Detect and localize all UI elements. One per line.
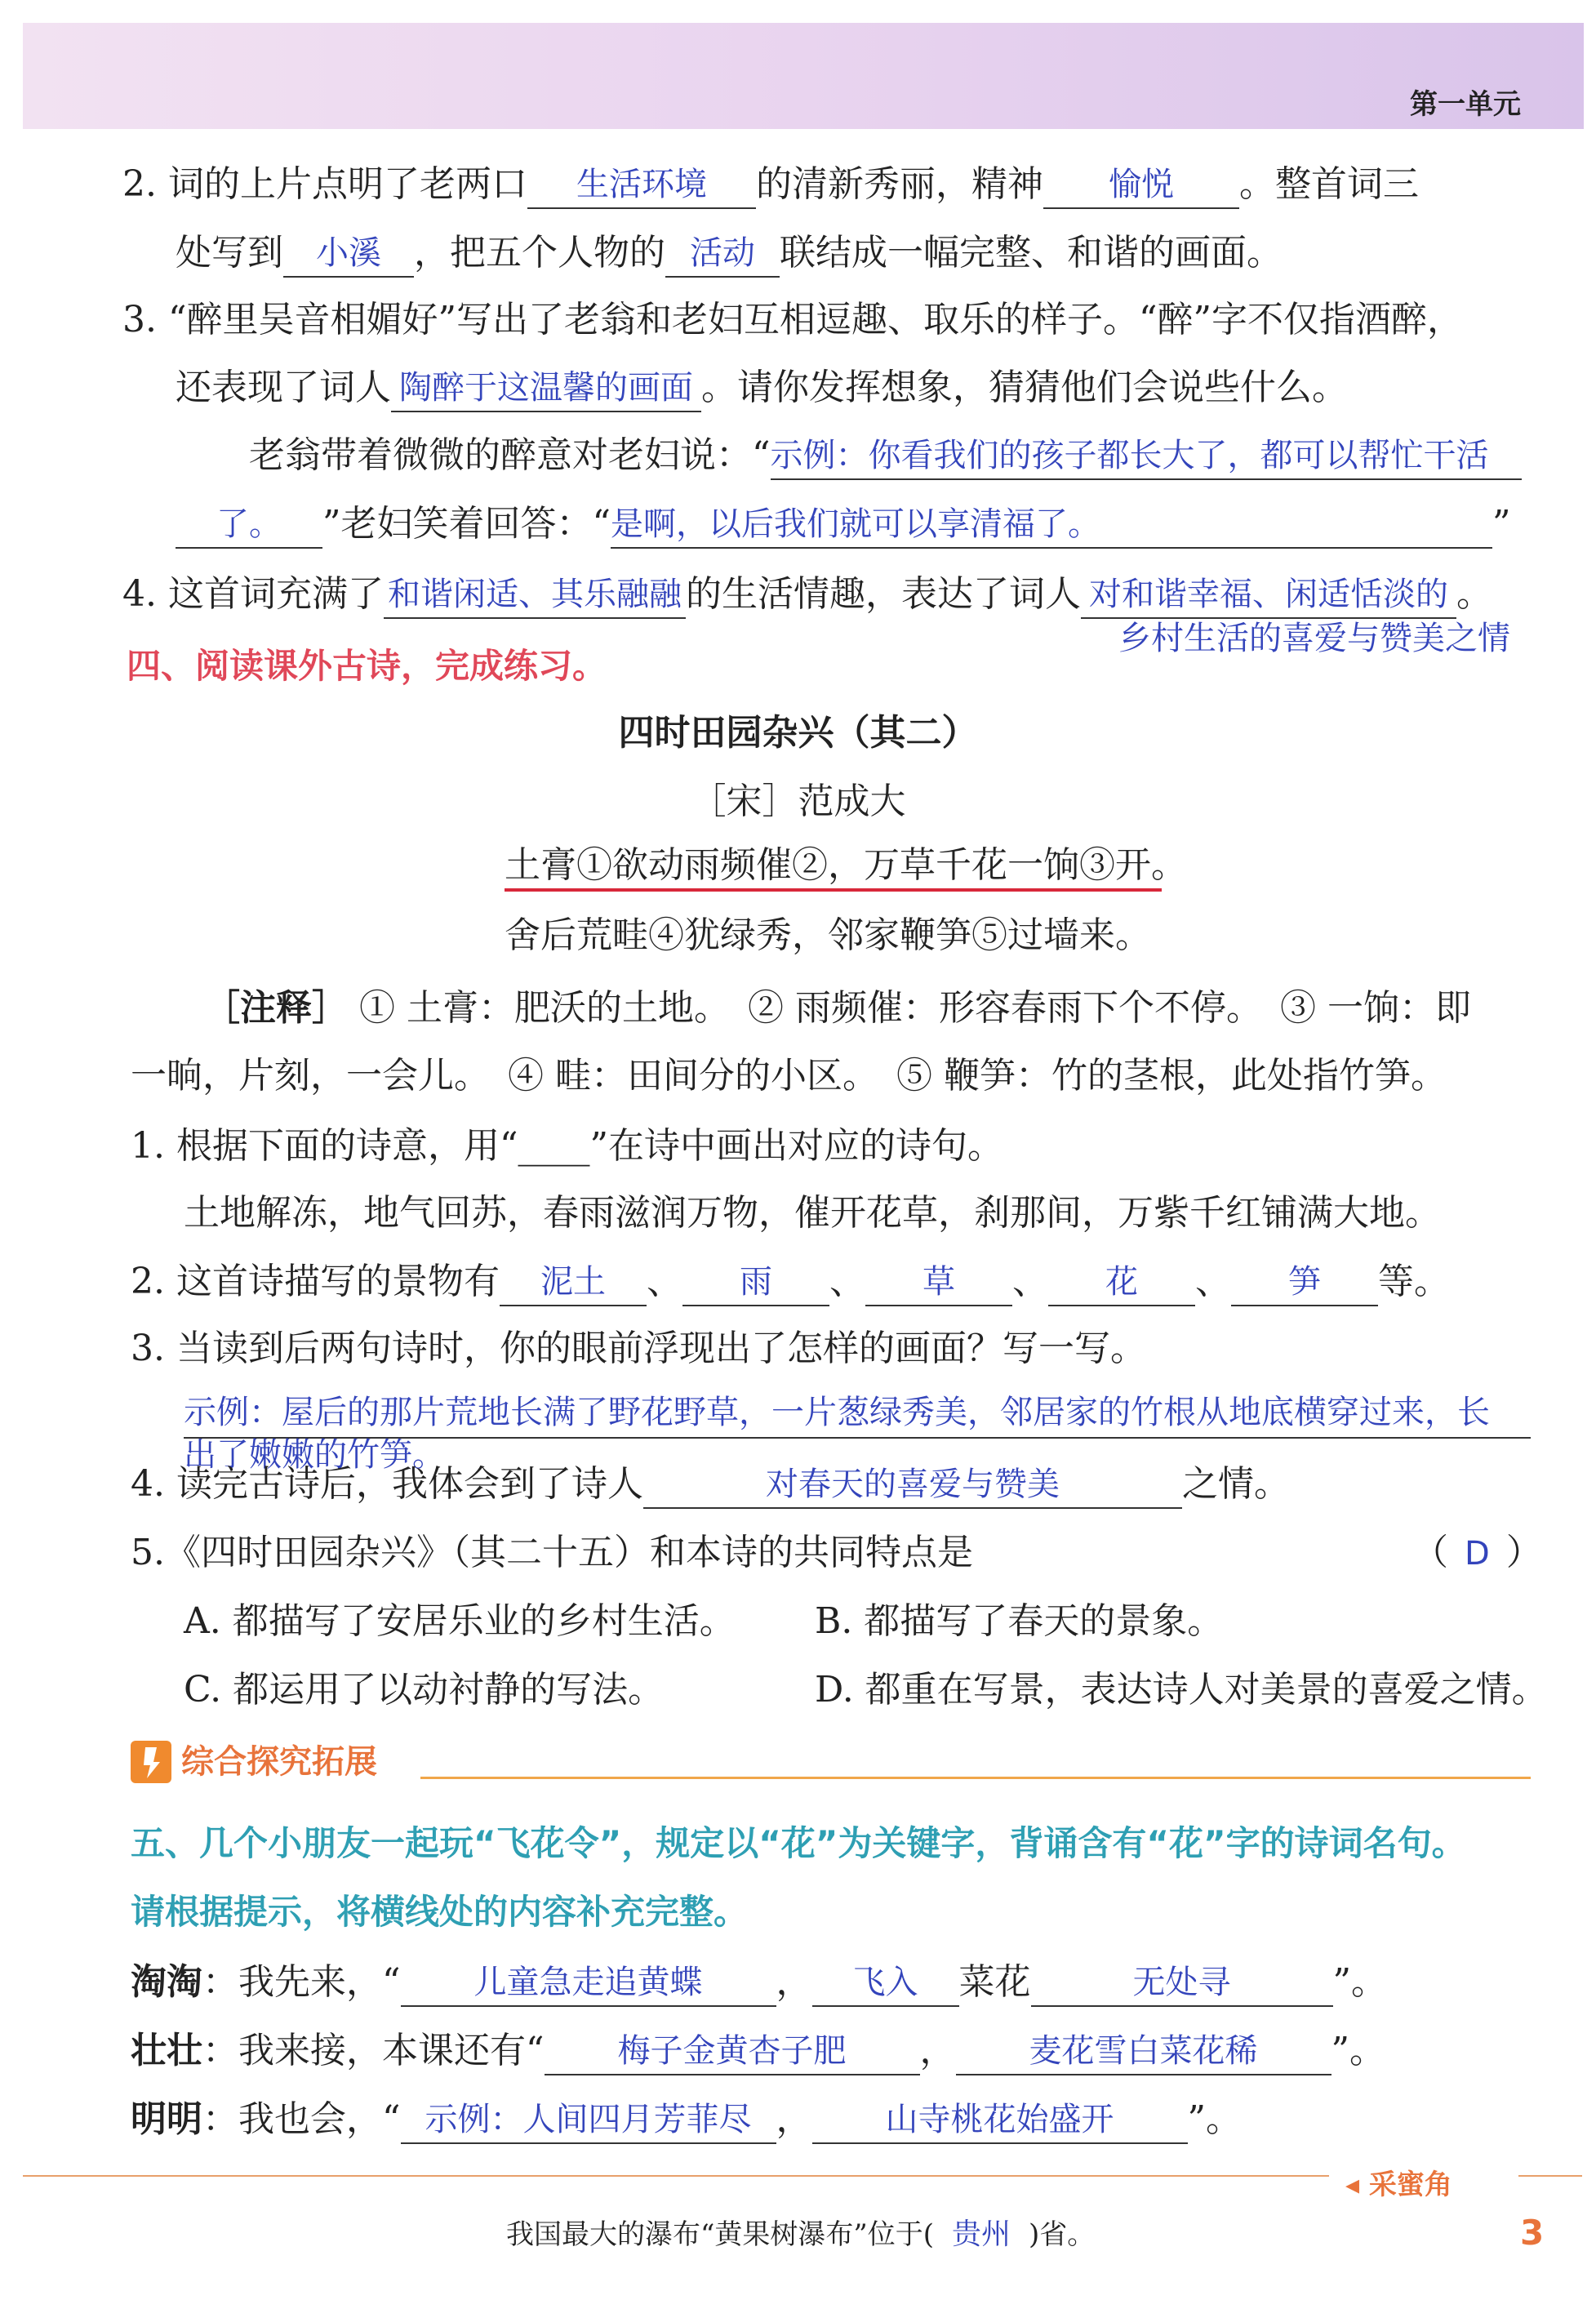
mingming-line: 明明：我也会，“ 示例：人间四月芳菲尽 ， 山寺桃花始盛开 ”。 (131, 2095, 1242, 2144)
q2-answer4: 活动 (665, 230, 780, 278)
q4-answer2: 对和谐幸福、闲适恬淡的 (1081, 572, 1456, 619)
q3-answer3: 了。 (176, 501, 322, 549)
q3-answer4: 是啊，以后我们就可以享清福了。 (611, 501, 1492, 549)
p4-answer: 对春天的喜爱与赞美 (643, 1461, 1182, 1509)
q2-answer3: 小溪 (283, 230, 414, 278)
q4-answer3: 乡村生活的喜爱与赞美之情 (1118, 620, 1510, 657)
zhuangzhuang-line: 壮壮：我来接，本课还有“ 梅子金黄杏子肥 ， 麦花雪白菜花稀 ”。 (131, 2026, 1385, 2075)
q3-line3: 老翁带着微微的醉意对老妇说：“示例：你看我们的孩子都长大了，都可以帮忙干活 (249, 431, 1522, 480)
p5-option-d: D. 都重在写景，表达诗人对美景的喜爱之情。 (815, 1669, 1548, 1711)
q3-line1: 3. “醉里吴音相媚好”写出了老翁和老妇互相逗趣、取乐的样子。“醉”字不仅指酒醉， (122, 299, 1463, 340)
q4-answer1: 和谐闲适、其乐融融 (384, 572, 686, 619)
p2-answer3: 草 (865, 1259, 1012, 1306)
poem-line2: 舍后荒畦④犹绿秀，邻家鞭笋⑤过墙来。 (505, 914, 1151, 956)
footer-fact: 我国最大的瀑布“黄果树瀑布”位于( 贵州 )省。 (506, 2218, 1096, 2251)
mingming-answer1: 示例：人间四月芳菲尽 (401, 2097, 776, 2144)
poem-notes-2: 一晌，片刻，一会儿。 ④ 畦：田间分的小区。 ⑤ 鞭笋：竹的茎根，此处指竹笋。 (131, 1055, 1447, 1097)
q3-answer2: 示例：你看我们的孩子都长大了，都可以帮忙干活 (771, 433, 1522, 480)
p4-line: 4. 读完古诗后，我体会到了诗人 对春天的喜爱与赞美 之情。 (131, 1460, 1290, 1509)
unit-label: 第一单元 (1410, 88, 1521, 121)
q3-answer1: 陶醉于这温馨的画面 (391, 365, 701, 412)
zhuangzhuang-answer1: 梅子金黄杏子肥 (545, 2028, 920, 2075)
p3-answer-line2: 出了嫩嫩的竹笋。 (184, 1436, 445, 1474)
q3-line2: 还表现了词人 陶醉于这温馨的画面 。请你发挥想象，猜猜他们会说些什么。 (176, 363, 1348, 412)
poem-title: 四时田园杂兴（其二） (618, 712, 978, 754)
page-header-band (23, 23, 1584, 129)
taotao-answer2: 飞入 (812, 1960, 959, 2007)
section4-title: 四、阅读课外古诗，完成练习。 (127, 646, 607, 686)
footer-rule-right (1518, 2175, 1582, 2177)
p1-meaning: 土地解冻，地气回苏，春雨滋润万物，催开花草，刹那间，万紫千红铺满大地。 (184, 1192, 1441, 1234)
footer-rule-left (23, 2175, 1329, 2177)
q2-line1: 2. 词的上片点明了老两口 生活环境 的清新秀丽，精神 愉悦 。整首词三 (122, 160, 1419, 209)
section5-title-2: 请根据提示，将横线处的内容补充完整。 (131, 1892, 749, 1932)
zhuangzhuang-answer2: 麦花雪白菜花稀 (956, 2028, 1331, 2075)
q2-answer1: 生活环境 (527, 162, 756, 209)
q3-line4: 了。 ”老妇笑着回答：“是啊，以后我们就可以享清福了。 ” (176, 500, 1511, 549)
footer-fact-answer: 贵州 (952, 2218, 1011, 2251)
p3-question: 3. 当读到后两句诗时，你的眼前浮现出了怎样的画面？写一写。 (131, 1328, 1146, 1369)
poem-notes-1: ［注释］ ① 土膏：肥沃的土地。 ② 雨频催：形容春雨下个不停。 ③ 一饷：即 (204, 987, 1471, 1029)
p2-answer2: 雨 (682, 1259, 829, 1306)
p2-answer5: 笋 (1231, 1259, 1378, 1306)
section5-title-1: 五、几个小朋友一起玩“飞花令”，规定以“花”为关键字，背诵含有“花”字的诗词名句。 (131, 1823, 1466, 1863)
p3-answer-line1: 示例：屋后的那片荒地长满了野花野草，一片葱绿秀美，邻居家的竹根从地底横穿过来，长 (184, 1388, 1531, 1439)
mingming-answer2: 山寺桃花始盛开 (812, 2097, 1188, 2144)
taotao-answer1: 儿童急走追黄蝶 (401, 1960, 776, 2007)
q2-line2: 处写到 小溪 ，把五个人物的 活动 联结成一幅完整、和谐的画面。 (176, 229, 1283, 278)
p5-option-b: B. 都描写了春天的景象。 (815, 1600, 1224, 1642)
banner-rule (420, 1777, 1531, 1779)
poem-line1: 土膏①欲动雨频催②，万草千花一饷③开。 (505, 844, 1187, 886)
p5-option-a: A. 都描写了安居乐业的乡村生活。 (184, 1600, 736, 1642)
p5-answer-paren: （ D ） (1412, 1532, 1542, 1573)
banner-label: 综合探究拓展 (181, 1743, 377, 1781)
p2-answer4: 花 (1048, 1259, 1195, 1306)
p5-answer: D (1465, 1535, 1490, 1573)
p1-question: 1. 根据下面的诗意，用“____”在诗中画出对应的诗句。 (131, 1125, 1003, 1167)
banner-icon (131, 1741, 171, 1783)
p5-option-c: C. 都运用了以动衬静的写法。 (184, 1669, 665, 1711)
p2-line: 2. 这首诗描写的景物有 泥土 、 雨 、 草 、 花 、 笋 等。 (131, 1257, 1450, 1306)
caimi-arrow-icon: ◂ (1345, 2169, 1360, 2201)
poem-author: ［宋］范成大 (690, 781, 906, 822)
p2-answer1: 泥土 (500, 1259, 647, 1306)
caimi-label: ◂ 采蜜角 (1345, 2169, 1452, 2201)
taotao-answer3: 无处寻 (1031, 1960, 1333, 2007)
page-number: 3 (1520, 2213, 1545, 2253)
poem-line1-underline (505, 888, 1162, 892)
q2-answer2: 愉悦 (1043, 162, 1239, 209)
p5-question: 5.《四时田园杂兴》（其二十五）和本诗的共同特点是 (131, 1532, 973, 1573)
taotao-line: 淘淘：我先来，“ 儿童急走追黄蝶 ， 飞入 菜花 无处寻 ”。 (131, 1958, 1387, 2007)
q4-line1: 4. 这首词充满了 和谐闲适、其乐融融 的生活情趣，表达了词人 对和谐幸福、闲适恬淡的 。 (122, 570, 1492, 619)
